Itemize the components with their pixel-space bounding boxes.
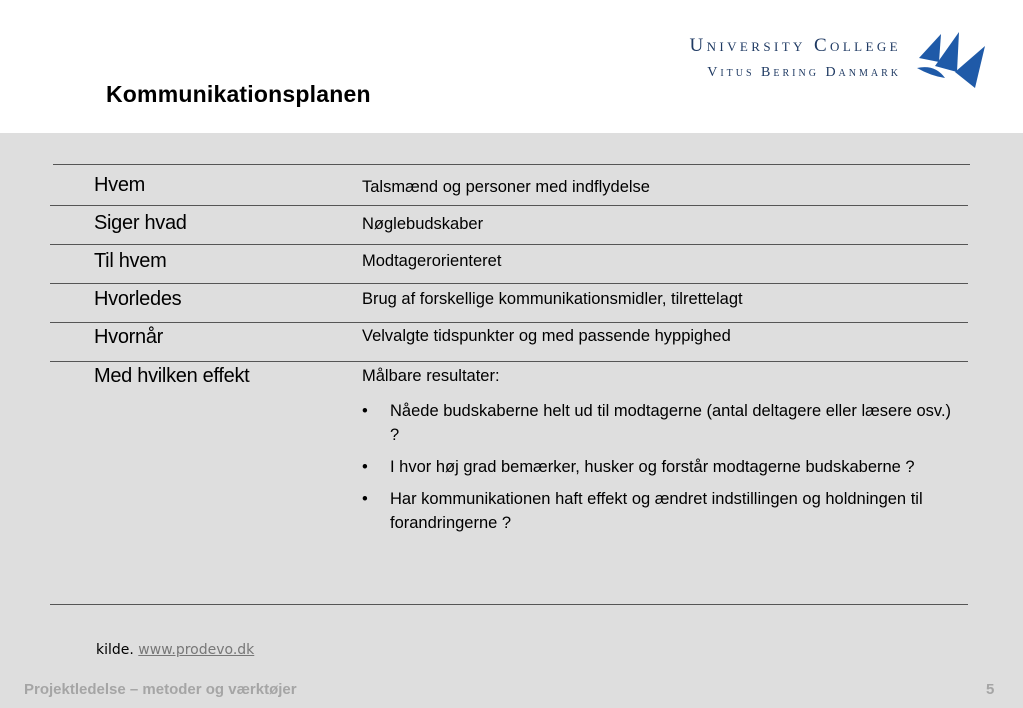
row-divider	[50, 244, 968, 245]
slide-header	[0, 0, 1023, 133]
row-value: Modtagerorienteret	[362, 252, 502, 270]
logo-line-1: University College	[689, 35, 901, 56]
row-value: Brug af forskellige kommunikationsmidler, tilrettelagt	[362, 290, 743, 308]
logo-line-2: Vitus Bering Danmark	[707, 65, 901, 80]
row-value: Nøglebudskaber	[362, 215, 484, 233]
row-label: Med hvilken effekt	[94, 365, 250, 387]
row-label: Siger hvad	[94, 212, 187, 234]
row-label: Hvornår	[94, 326, 164, 348]
sails-logo-icon	[915, 28, 987, 94]
source-link[interactable]: www.prodevo.dk	[138, 642, 255, 658]
footer-course-title: Projektledelse – metoder og værktøjer	[24, 681, 297, 698]
bullet-icon: •	[362, 402, 368, 420]
table-top-rule	[53, 164, 970, 165]
row-divider	[50, 205, 968, 206]
bullet-text: Nåede budskaberne helt ud til modtagerne (antal deltagere eller læsere osv.) ?	[390, 402, 952, 444]
row-value: Målbare resultater:	[362, 367, 500, 385]
row-label: Hvem	[94, 174, 146, 196]
bullet-text: I hvor høj grad bemærker, husker og forstår modtagerne budskaberne ?	[390, 458, 915, 476]
bullet-text: Har kommunikationen haft effekt og ændret indstillingen og holdningen til forandringerne ?	[390, 490, 923, 532]
row-divider	[50, 283, 968, 284]
effect-bullet-list	[362, 399, 962, 543]
source-citation	[96, 642, 254, 658]
list-item	[362, 399, 962, 447]
source-prefix: kilde.	[96, 642, 134, 658]
slide-body	[0, 133, 1023, 708]
slide-title: Kommunikationsplanen	[106, 81, 371, 107]
row-divider	[50, 322, 968, 323]
row-value: Velvalgte tidspunkter og med passende hyppighed	[362, 327, 731, 345]
page-number: 5	[986, 681, 995, 698]
row-divider	[50, 361, 968, 362]
row-label: Til hvem	[94, 250, 167, 272]
list-item	[362, 487, 962, 535]
table-bottom-rule	[50, 604, 968, 605]
bullet-icon: •	[362, 458, 368, 476]
logo-text	[690, 33, 902, 84]
list-item	[362, 455, 962, 479]
row-value: Talsmænd og personer med indflydelse	[362, 178, 650, 196]
row-label: Hvorledes	[94, 288, 182, 310]
bullet-icon: •	[362, 490, 368, 508]
